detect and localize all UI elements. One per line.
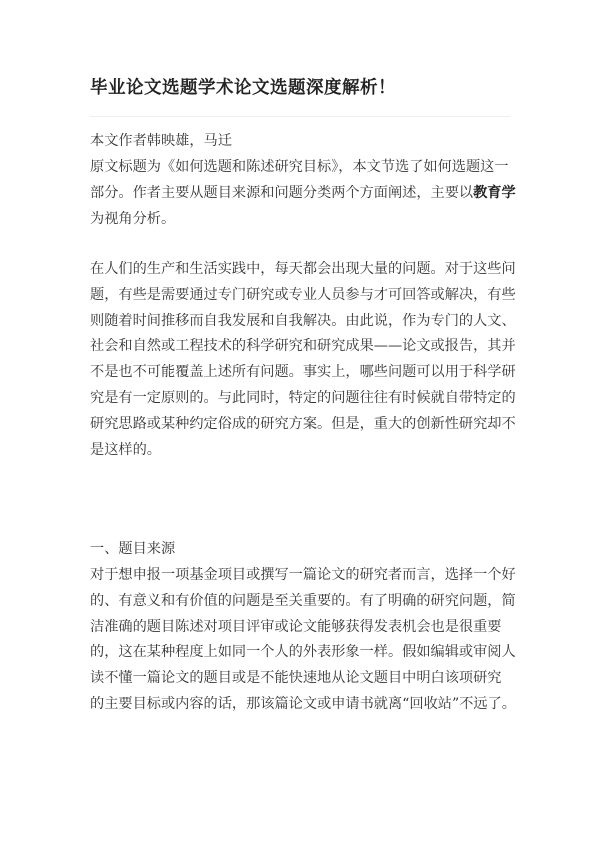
text-line (90, 181, 522, 207)
text-line: 对于想申报一项基金项目或撰写一篇论文的研究者而言，选择一个好 (90, 567, 516, 583)
article-title: 毕业论文选题学术论文选题深度解析！ (90, 78, 396, 98)
text-line: 不是也不可能覆盖上述所有问题。事实上，哪些问题可以用于科学研 (90, 364, 516, 381)
text-line: 原文标题为《如何选题和陈述研究目标》，本文节选了如何选题这一 (90, 159, 509, 175)
paragraph-problems (90, 257, 522, 463)
text-line: 社会和自然或工程技术的科学研究和研究成果——论文或报告，其并 (90, 338, 516, 355)
text-line: 在人们的生产和生活实践中，每天都会出现大量的问题。对于这些问 (90, 261, 516, 277)
text-line: 究是有一定原则的。与此同时，特定的问题往往有时候就自带特定的 (90, 389, 516, 406)
paragraph-intro (90, 155, 522, 232)
text-line: 为视角分析。 (90, 210, 176, 227)
text-line: 题，有些是需要通过专门研究或专业人员参与才可回答或解决，有些 (90, 286, 516, 303)
text-line: 是这样的。 (90, 441, 161, 458)
text-line: 的、有意义和有价值的问题是至关重要的。有了明确的研究问题，简 (90, 592, 516, 609)
title-divider (90, 116, 510, 117)
text-line: 的主要目标或内容的话，那该篇论文或申请书就离“回收站”不远了。 (90, 695, 516, 712)
text-line: 读不懂一篇论文的题目或是不能快速地从论文题目中明白该项研究 (90, 670, 502, 687)
section-heading: 一、题目来源 (90, 541, 176, 557)
text-line: 洁准确的题目陈述对项目评审或论文能够获得发表机会也是很重要 (90, 618, 502, 635)
text-line: 则随着时间推移而自我发展和自我解决。由此说，作为专门的人文、 (90, 312, 516, 329)
author-line: 本文作者韩映雄，马迁 (90, 133, 232, 149)
bold-keyword: 教育学 (473, 184, 516, 201)
paragraph-topic-source (90, 563, 522, 718)
text-line: 的，这在某种程度上如同一个人的外表形象一样。假如编辑或审阅人 (90, 644, 516, 661)
text-line: 研究思路或某种约定俗成的研究方案。但是，重大的创新性研究却不 (90, 415, 516, 432)
text-fragment: 部分。作者主要从题目来源和问题分类两个方面阐述，主要以 (90, 184, 474, 201)
